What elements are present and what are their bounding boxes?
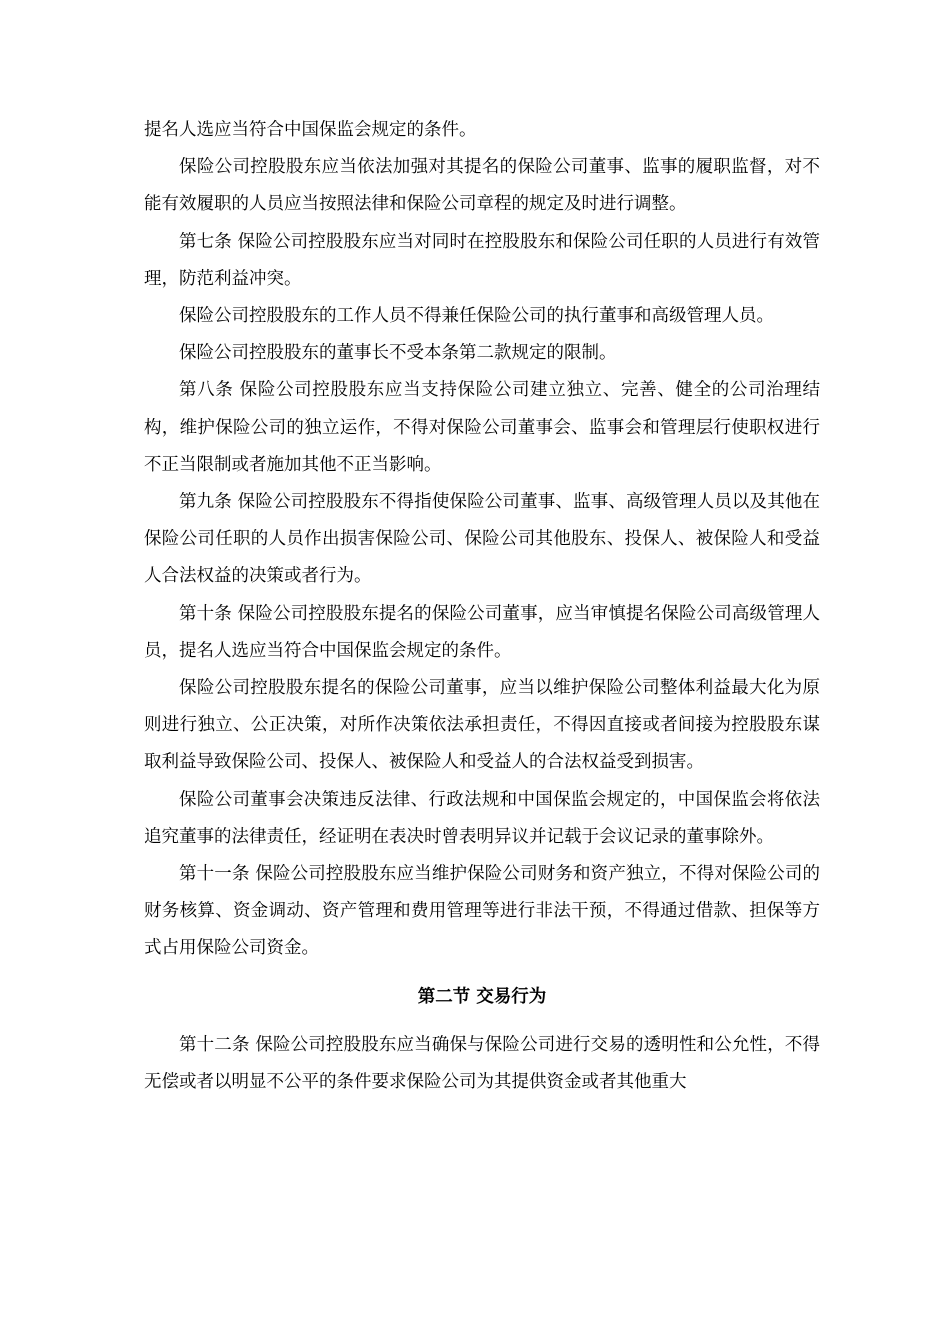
paragraph-article-7: 第七条 保险公司控股股东应当对同时在控股股东和保险公司任职的人员进行有效管理，防范利益冲突。 xyxy=(144,231,820,289)
paragraph-4: 保险公司控股股东的工作人员不得兼任保险公司的执行董事和高级管理人员。 xyxy=(179,306,774,327)
paragraph-5: 保险公司控股股东的董事长不受本条第二款规定的限制。 xyxy=(179,343,617,364)
paragraph-2: 保险公司控股股东应当依法加强对其提名的保险公司董事、监事的履职监督，对不能有效履职的人员应当按照法律和保险公司章程的规定及时进行调整。 xyxy=(144,157,820,215)
paragraph-article-10: 第十条 保险公司控股股东提名的保险公司董事，应当审慎提名保险公司高级管理人员，提名人选应当符合中国保监会规定的条件。 xyxy=(144,603,820,661)
paragraph-1: 提名人选应当符合中国保监会规定的条件。 xyxy=(144,120,477,140)
document-page xyxy=(144,112,820,1101)
paragraph-article-11: 第十一条 保险公司控股股东应当维护保险公司财务和资产独立，不得对保险公司的财务核算、资金调动、资产管理和费用管理等进行非法干预，不得通过借款、担保等方式占用保险公司资金。 xyxy=(144,864,820,959)
paragraph-article-8: 第八条 保险公司控股股东应当支持保险公司建立独立、完善、健全的公司治理结构，维护保险公司的独立运作，不得对保险公司董事会、监事会和管理层行使职权进行不正当限制或者施加其他不正当影响。 xyxy=(144,380,820,475)
paragraph-article-9: 第九条 保险公司控股股东不得指使保险公司董事、监事、高级管理人员以及其他在保险公司任职的人员作出损害保险公司、保险公司其他股东、投保人、被保险人和受益人合法权益的决策或者行为。 xyxy=(144,492,820,587)
section-heading: 第二节 交易行为 xyxy=(417,986,547,1007)
paragraph-9: 保险公司控股股东提名的保险公司董事，应当以维护保险公司整体利益最大化为原则进行独立、公正决策，对所作决策依法承担责任，不得因直接或者间接为控股股东谋取利益导致保险公司、投保人、被保险人和受益人的合法权益受到损害。 xyxy=(144,678,820,773)
paragraph-10: 保险公司董事会决策违反法律、行政法规和中国保监会规定的，中国保监会将依法追究董事的法律责任，经证明在表决时曾表明异议并记载于会议记录的董事除外。 xyxy=(144,789,820,847)
paragraph-article-12: 第十二条 保险公司控股股东应当确保与保险公司进行交易的透明性和公允性，不得无偿或者以明显不公平的条件要求保险公司为其提供资金或者其他重大 xyxy=(144,1034,820,1093)
